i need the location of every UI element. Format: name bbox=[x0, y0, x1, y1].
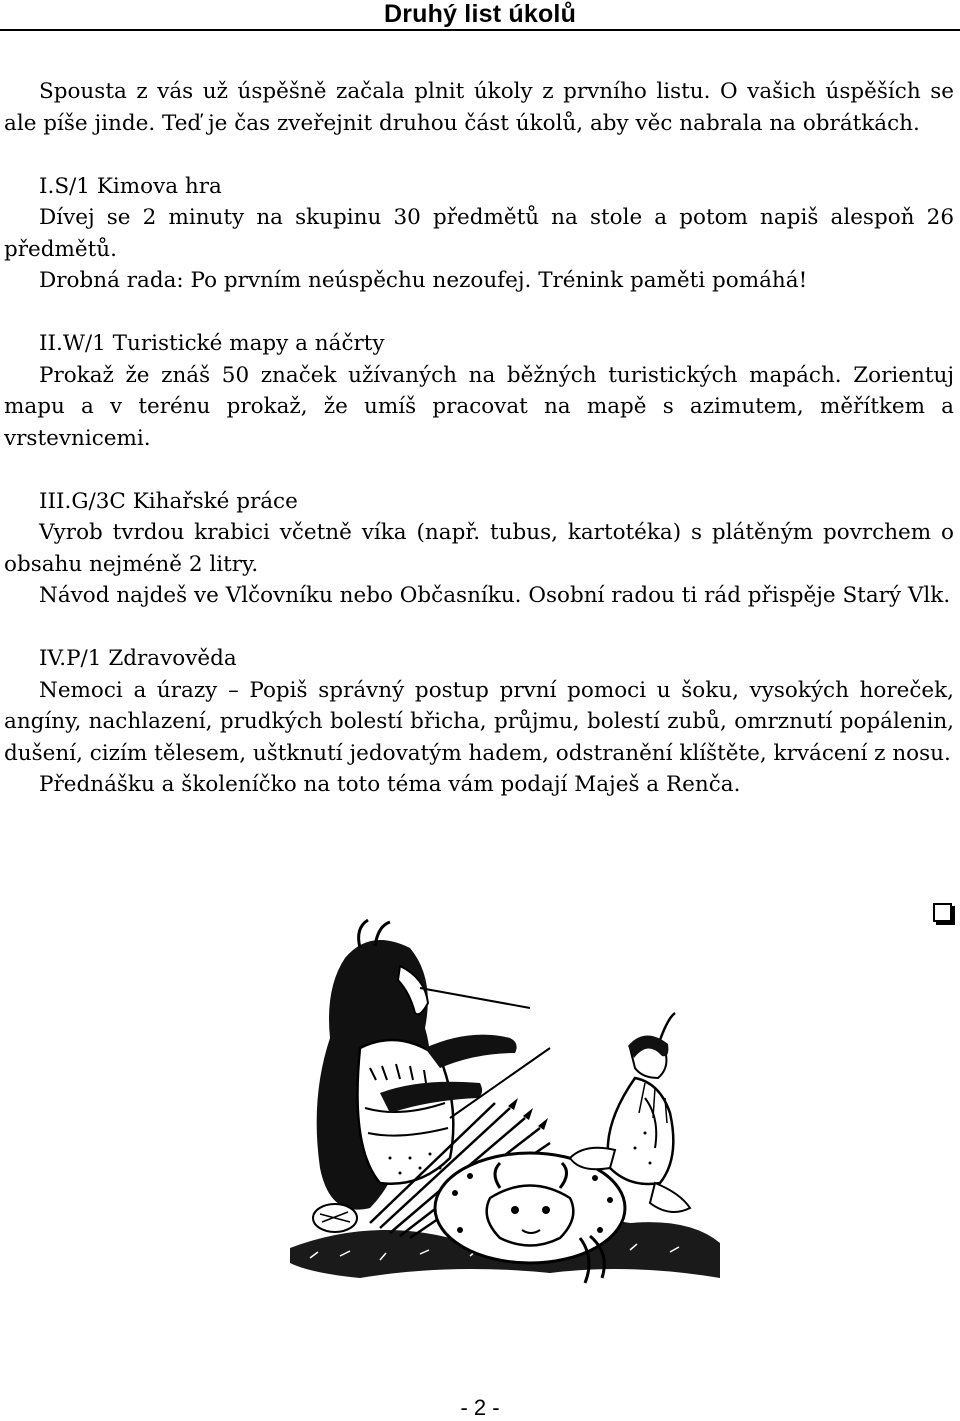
task-heading: I.S/1 Kimova hra bbox=[39, 173, 222, 199]
task-paragraph: Vyrob tvrdou krabici včetně víka (např. tubus, kartotéka) s plátěným povrchem o obsahu nejméně 2 litry. bbox=[4, 520, 954, 577]
intro-paragraph: Spousta z vás už úspěšně začala plnit úkoly z prvního listu. O vašich úspěších se ale píše jinde. Teď je čas zveřejnit druhou část úkolů, aby věc nabrala na obrátkách. bbox=[4, 79, 954, 136]
task-heading: IV.P/1 Zdravověda bbox=[39, 646, 237, 671]
task-heading: III.G/3C Kihařské práce bbox=[39, 488, 298, 514]
task-section-4 bbox=[4, 643, 954, 801]
task-heading: II.W/1 Turistické mapy a náčrty bbox=[39, 331, 385, 356]
checkbox-icon bbox=[933, 903, 952, 922]
task-paragraph: Návod najdeš ve Vlčovníku nebo Občasníku. Osobní radou ti rád přispěje Starý Vlk. bbox=[39, 583, 951, 608]
title-underline bbox=[0, 29, 960, 31]
task-paragraph: Drobná rada: Po prvním neúspěchu nezoufej. Trénink paměti pomáhá! bbox=[39, 268, 808, 293]
page-title: Druhý list úkolů bbox=[383, 0, 577, 28]
document-body bbox=[4, 76, 954, 801]
task-section-1 bbox=[4, 171, 954, 297]
task-section-3 bbox=[4, 486, 954, 612]
task-section-2 bbox=[4, 328, 954, 454]
page-header bbox=[0, 0, 960, 32]
task-paragraph: Nemoci a úrazy – Popiš správný postup první pomoci u šoku, vysokých horeček, angíny, nachlazení, prudkých bolestí břicha, průjmu, bolestí zubů, omrznutí popálenin, dušení, cizím tělesem, uštknutí jedovatým hadem, odstranění klíštěte, krvácení z nosu. bbox=[4, 677, 954, 766]
page-number: - 2 - bbox=[460, 1395, 500, 1420]
task-paragraph: Přednášku a školeníčko na toto téma vám podají Maješ a Renča. bbox=[39, 772, 741, 797]
native-american-crafting-illustration bbox=[250, 918, 740, 1308]
task-paragraph: Dívej se 2 minuty na skupinu 30 předmětů na stole a potom napiš alespoň 26 předmětů. bbox=[4, 205, 954, 262]
task-paragraph: Prokaž že znáš 50 značek užívaných na běžných turistických mapách. Zorientuj mapu a v terénu prokaž, že umíš pracovat na mapě s azimutem, měřítkem a vrstevnicemi. bbox=[4, 362, 954, 451]
